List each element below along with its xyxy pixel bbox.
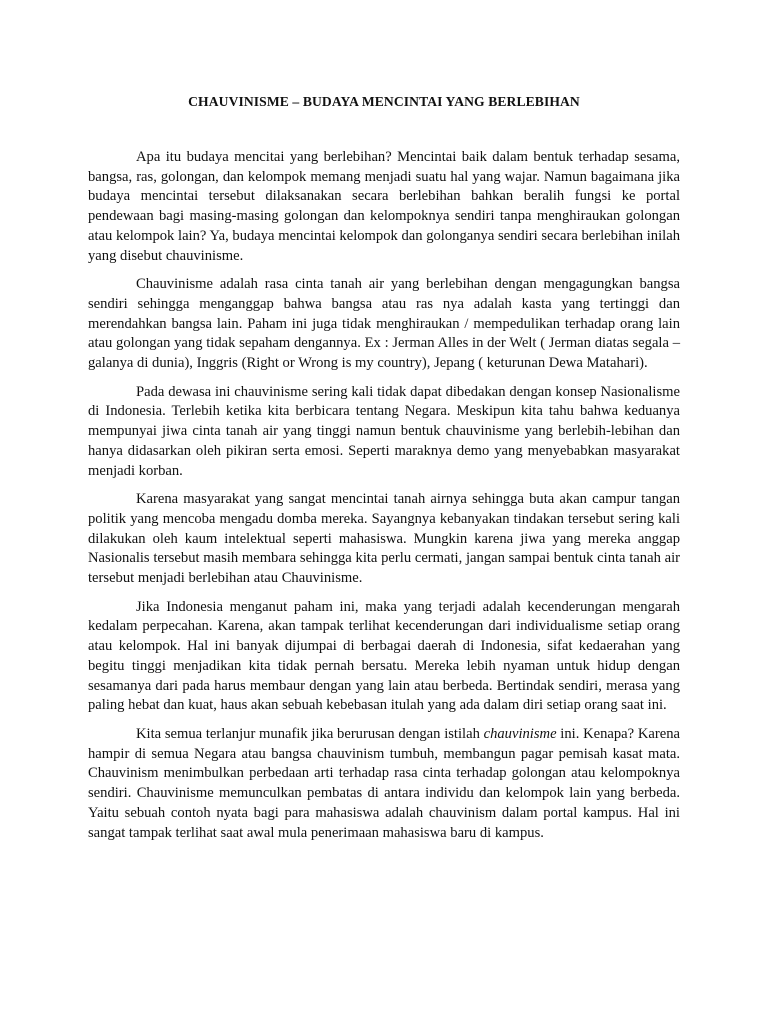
document-title: CHAUVINISME – BUDAYA MENCINTAI YANG BERLEBIHAN xyxy=(188,94,580,109)
paragraph-nationalism: Pada dewasa ini chauvinisme sering kali tidak dapat dibedakan dengan konsep Nasionalisme di Indonesia. Terlebih ketika kita berbicara tentang Negara. Meskipun kita tahu bahwa keduanya mempunyai jiwa cinta tanah air yang tinggi namun bentuk chauvinisme yang berlebih-lebihan dan hanya didasarkan oleh pikiran serta emosi. Seperti maraknya demo yang menyebabkan masyarakat menjadi korban. xyxy=(88,383,680,479)
paragraph-society: Karena masyarakat yang sangat mencintai tanah airnya sehingga buta akan campur tangan politik yang mencoba mengadu domba mereka. Sayangnya kebanyakan tindakan tersebut sering kali dilakukan oleh kaum intelektual seperti mahasiswa. Mungkin karena jiwa yang mereka anggap Nasionalis tersebut masih membara sehingga kita perlu cermati, jangan sampai bentuk cinta tanah air tersebut menjadi berlebihan atau Chauvinisme. xyxy=(88,491,680,587)
paragraph-conclusion-term: chauvinisme xyxy=(483,725,557,742)
document-body xyxy=(88,148,680,852)
paragraph-intro: Apa itu budaya mencitai yang berlebihan? Mencintai baik dalam bentuk terhadap sesama, bangsa, ras, golongan, dan kelompok memang menjadi suatu hal yang wajar. Namun bagaimana jika budaya mencintai tersebut dilaksanakan secara berlebihan bahkan beralih fungsi ke portal pendewaan bagi masing-masing golongan dan kelompoknya sendiri tanpa menghiraukan golongan atau kelompok lain? Ya, budaya mencintai kelompok dan golonganya sendiri secara berlebihan inilah yang disebut chauvinisme. xyxy=(88,149,680,264)
paragraph-definition: Chauvinisme adalah rasa cinta tanah air yang berlebihan dengan mengagungkan bangsa sendiri sehingga menganggap bahwa bangsa atau ras nya adalah kasta yang tertinggi dan merendahkan bangsa lain. Paham ini juga tidak menghiraukan / mempedulikan terhadap orang lain atau golongan yang tidak sepaham dengannya. Ex : Jerman Alles in der Welt ( Jerman diatas segala – galanya di dunia), Inggris (Right or Wrong is my country), Jepang ( keturunan Dewa Matahari). xyxy=(88,276,680,372)
paragraph-conclusion xyxy=(88,725,680,843)
paragraph-conclusion-start: Kita semua terlanjur munafik jika berurusan dengan istilah xyxy=(136,725,484,742)
paragraph-conclusion-end: ini. Kenapa? Karena hampir di semua Negara atau bangsa chauvinism tumbuh, membangun pagar pemisah kasat mata. Chauvinism menimbulkan perbedaan arti terhadap rasa cinta terhadap golongan atau kelompoknya sendiri. Chauvinisme memunculkan pembatas di antara individu dan kelompok lain yang berbeda. Yaitu sebuah contoh nyata bagi para mahasiswa adalah chauvinism dalam portal kampus. Hal ini sangat tampak terlihat saat awal mula penerimaan mahasiswa baru di kampus. xyxy=(88,725,680,841)
paragraph-indonesia: Jika Indonesia menganut paham ini, maka yang terjadi adalah kecenderungan mengarah kedalam perpecahan. Karena, akan tampak terlihat kecenderungan dari individualisme setiap orang atau kelompok. Hal ini banyak dijumpai di berbagai daerah di Indonesia, sifat kedaerahan yang begitu tinggi menjadikan kita tidak pernah bersatu. Mereka lebih nyaman untuk hidup dengan sesamanya dari pada harus membaur dengan yang lain atau berbeda. Bertindak sendiri, merasa yang paling hebat dan kuat, haus akan sebuah kebebasan itulah yang ada dalam diri setiap orang saat ini. xyxy=(88,598,680,714)
